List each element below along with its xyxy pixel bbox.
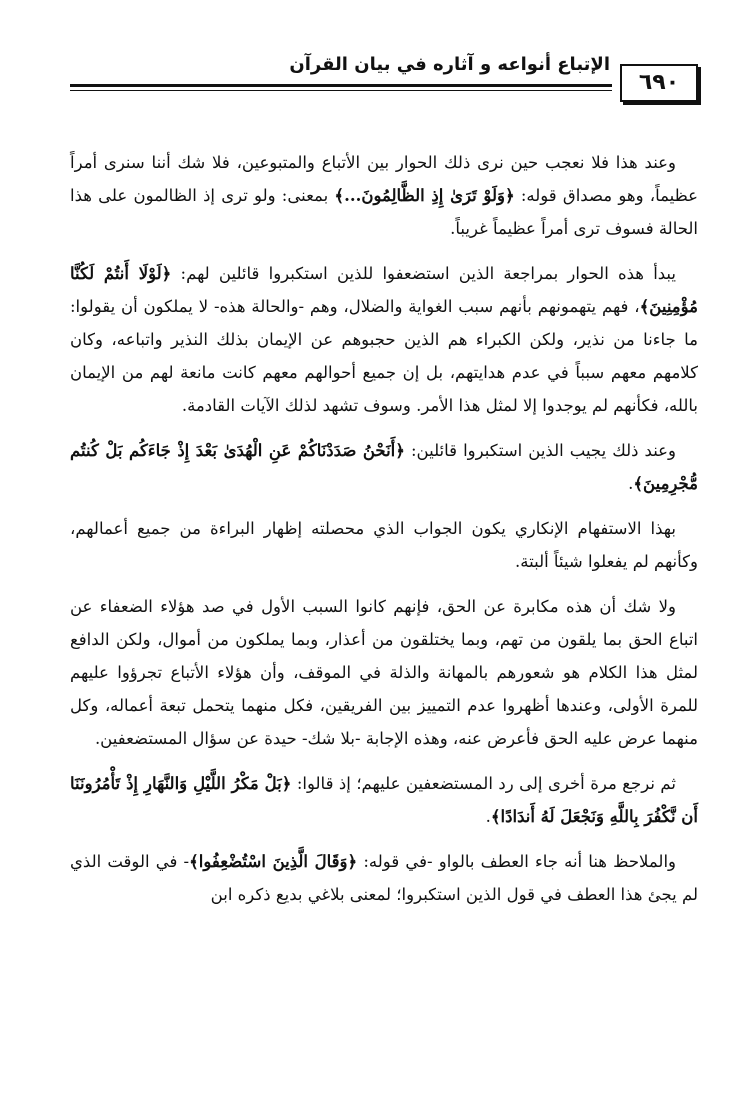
quran-quote: ﴿وَقَالَ الَّذِينَ اسْتُضْعِفُوا﴾ — [189, 852, 358, 871]
quran-quote: ﴿أَنَحْنُ صَدَدْنَاكُمْ عَنِ الْهُدَىٰ بَعْدَ إِذْ جَاءَكُم بَلْ كُنتُم مُّجْرِمِينَ﴾ — [70, 441, 698, 493]
paragraph: يبدأ هذه الحوار بمراجعة الذين استضعفوا للذين استكبروا قائلين لهم: ﴿لَوْلَا أَنتُمْ لَكُنَّا مُؤْمِنِينَ﴾، فهم يتهمونهم بأنهم سبب الغواية والضلال، وهم -والحالة هذه- لا يملكون أن يقولوا: ما جاءنا من نذير، ولكن الكبراء هم الذين حجبوهم عن الإيمان بذلك النذير واتباعه، وكان كلامهم معهم سبباً في عدم هدايتهم، بل إن جميع أحوالهم معهم كانت مانعة لهم من الإيمان بالله، فكأنهم لم يوجدوا إلا لمثل هذا الأمر. وسوف تشهد لذلك الآيات القادمة. — [70, 264, 698, 415]
paragraph: وعند ذلك يجيب الذين استكبروا قائلين: ﴿أَنَحْنُ صَدَدْنَاكُمْ عَنِ الْهُدَىٰ بَعْدَ إِذْ جَاءَكُم بَلْ كُنتُم مُّجْرِمِينَ﴾. — [70, 441, 698, 493]
quran-quote: ﴿وَلَوْ تَرَىٰ إِذِ الظَّالِمُونَ...﴾ — [334, 186, 515, 205]
paragraph: والملاحظ هنا أنه جاء العطف بالواو -في قوله: ﴿وَقَالَ الَّذِينَ اسْتُضْعِفُوا﴾- في الوقت الذي لم يجئ هذا العطف في قول الذين استكبروا؛ لمعنى بلاغي بديع ذكره ابن — [70, 852, 698, 904]
quran-quote: ﴿لَوْلَا أَنتُمْ لَكُنَّا مُؤْمِنِينَ﴾ — [70, 264, 698, 316]
paragraph: ثم نرجع مرة أخرى إلى رد المستضعفين عليهم؛ إذ قالوا: ﴿بَلْ مَكْرُ اللَّيْلِ وَالنَّهَارِ إِذْ تَأْمُرُونَنَا أَن نَّكْفُرَ بِاللَّهِ وَنَجْعَلَ لَهُ أَندَادًا﴾. — [70, 774, 698, 826]
paragraph: وعند هذا فلا نعجب حين نرى ذلك الحوار بين الأتباع والمتبوعين، فلا شك أننا سنرى أمراً عظيماً، وهو مصداق قوله: ﴿وَلَوْ تَرَىٰ إِذِ الظَّالِمُونَ...﴾ بمعنى: ولو ترى إذ الظالمون على هذا الحالة فسوف ترى أمراً عظيماً غريباً. — [70, 153, 699, 238]
page-header — [70, 50, 698, 100]
paragraph: ولا شك أن هذه مكابرة عن الحق، فإنهم كانوا السبب الأول في صد هؤلاء الضعفاء عن اتباع الحق بما يلقون من تهم، وبما يختلقون من أعذار، وبما يملكون من أموال، ولكن الدافع لمثل هذا الكلام هو شعورهم بالمهانة والذلة في الموقف، وأن هؤلاء الأتباع تجرؤوا عليهم للمرة الأولى، وعندها أظهروا عدم التمييز بين الفريقين، فكل منهما يتحمل تبعة أعماله، وكل منهما عرض عليه الحق فأعرض عنه، وهذه الإجابة -بلا شك- حيدة عن سؤال المستضعفين. — [70, 597, 698, 748]
page-number: ٦٩٠ — [620, 64, 698, 102]
page-body — [70, 146, 698, 923]
paragraph: بهذا الاستفهام الإنكاري يكون الجواب الذي محصلته إظهار البراءة من جميع أعمالهم، وكأنهم لم يفعلوا شيئاً ألبتة. — [70, 519, 698, 571]
quran-quote: ﴿بَلْ مَكْرُ اللَّيْلِ وَالنَّهَارِ إِذْ تَأْمُرُونَنَا أَن نَّكْفُرَ بِاللَّهِ وَنَجْعَلَ لَهُ أَندَادًا﴾ — [70, 774, 698, 826]
running-title: الإتباع أنواعه و آثاره في بيان القرآن — [289, 54, 610, 75]
header-rule — [70, 84, 612, 91]
